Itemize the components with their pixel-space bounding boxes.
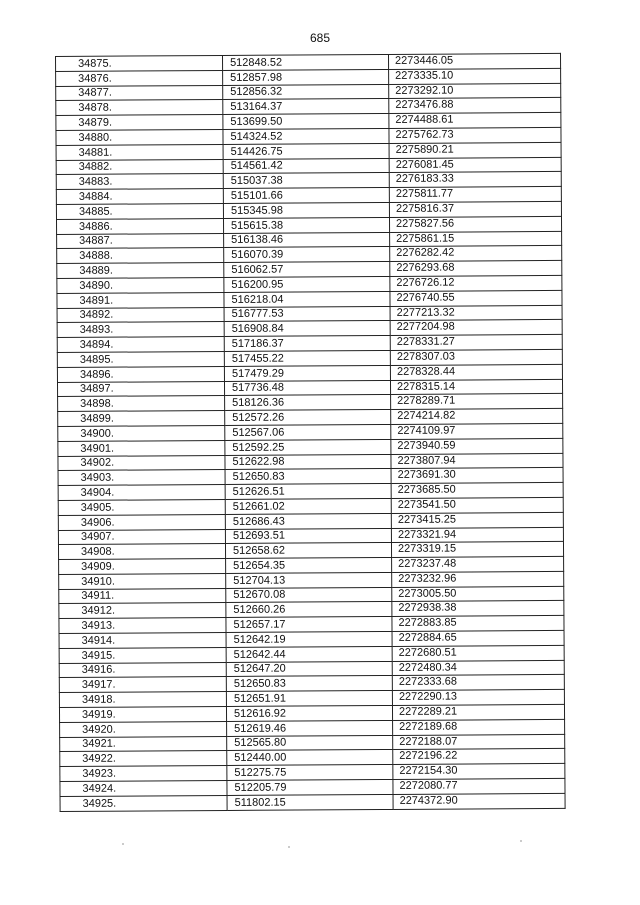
x-coordinate-cell: 512567.06: [225, 424, 391, 440]
x-coordinate-cell: 512440.00: [227, 750, 393, 766]
x-coordinate-cell: 513699.50: [223, 114, 389, 130]
y-coordinate-cell: 2272154.30: [393, 764, 565, 780]
x-coordinate-cell: 512642.19: [226, 632, 392, 648]
point-number-cell: 34893.: [57, 322, 224, 338]
coordinate-table: [55, 53, 566, 812]
point-number-cell: 34878.: [56, 100, 223, 116]
x-coordinate-cell: 512856.32: [223, 84, 389, 100]
x-coordinate-cell: 512650.83: [225, 469, 391, 485]
point-number-cell: 34918.: [59, 692, 226, 708]
y-coordinate-cell: 2273319.15: [391, 542, 563, 558]
y-coordinate-cell: 2275890.21: [389, 142, 561, 158]
point-number-cell: 34891.: [57, 292, 224, 308]
x-coordinate-cell: 514426.75: [223, 143, 389, 159]
x-coordinate-cell: 512650.83: [226, 676, 392, 692]
x-coordinate-cell: 512660.26: [226, 602, 392, 618]
point-number-cell: 34909.: [59, 559, 226, 575]
y-coordinate-cell: 2273232.96: [392, 571, 564, 587]
x-coordinate-cell: 512654.35: [226, 558, 392, 574]
point-number-cell: 34877.: [56, 85, 223, 101]
x-coordinate-cell: 515615.38: [223, 217, 389, 233]
x-coordinate-cell: 512619.46: [227, 720, 393, 736]
point-number-cell: 34895.: [57, 351, 224, 367]
point-number-cell: 34910.: [59, 573, 226, 589]
point-number-cell: 34876.: [56, 70, 223, 86]
point-number-cell: 34883.: [56, 174, 223, 190]
point-number-cell: 34919.: [59, 707, 226, 723]
point-number-cell: 34875.: [56, 55, 223, 71]
x-coordinate-cell: 514324.52: [223, 128, 389, 144]
point-number-cell: 34889.: [57, 263, 224, 279]
x-coordinate-cell: 512572.26: [225, 410, 391, 426]
x-coordinate-cell: 512857.98: [223, 69, 389, 85]
x-coordinate-cell: 516062.57: [224, 262, 390, 278]
point-number-cell: 34886.: [56, 218, 223, 234]
x-coordinate-cell: 517479.29: [224, 365, 390, 381]
point-number-cell: 34923.: [60, 766, 227, 782]
y-coordinate-cell: 2272883.85: [392, 616, 564, 632]
x-coordinate-cell: 516138.46: [224, 232, 390, 248]
y-coordinate-cell: 2276726.12: [390, 275, 562, 291]
point-number-cell: 34894.: [57, 337, 224, 353]
y-coordinate-cell: 2273807.94: [391, 453, 563, 469]
point-number-cell: 34898.: [58, 396, 225, 412]
y-coordinate-cell: 2273237.48: [392, 556, 564, 572]
x-coordinate-cell: 515037.38: [223, 173, 389, 189]
point-number-cell: 34925.: [60, 795, 227, 811]
x-coordinate-cell: 512616.92: [226, 706, 392, 722]
y-coordinate-cell: 2272680.51: [392, 645, 564, 661]
y-coordinate-cell: 2275811.77: [389, 187, 561, 203]
scan-speck: [520, 840, 522, 842]
y-coordinate-cell: 2273321.94: [391, 527, 563, 543]
x-coordinate-cell: 512848.52: [222, 54, 388, 70]
y-coordinate-cell: 2278307.03: [390, 349, 562, 365]
y-coordinate-cell: 2276293.68: [390, 261, 562, 277]
point-number-cell: 34897.: [57, 381, 224, 397]
x-coordinate-cell: 512647.20: [226, 661, 392, 677]
x-coordinate-cell: 516200.95: [224, 276, 390, 292]
y-coordinate-cell: 2276740.55: [390, 290, 562, 306]
y-coordinate-cell: 2273005.50: [392, 586, 564, 602]
y-coordinate-cell: 2272196.22: [393, 749, 565, 765]
point-number-cell: 34904.: [58, 485, 225, 501]
point-number-cell: 34887.: [57, 233, 224, 249]
x-coordinate-cell: 517186.37: [224, 336, 390, 352]
y-coordinate-cell: 2276282.42: [390, 246, 562, 262]
point-number-cell: 34901.: [58, 440, 225, 456]
y-coordinate-cell: 2274372.90: [393, 793, 565, 809]
point-number-cell: 34905.: [58, 499, 225, 515]
point-number-cell: 34921.: [60, 736, 227, 752]
x-coordinate-cell: 516908.84: [224, 321, 390, 337]
y-coordinate-cell: 2273335.10: [389, 68, 561, 84]
y-coordinate-cell: 2275816.37: [389, 201, 561, 217]
point-number-cell: 34914.: [59, 633, 226, 649]
y-coordinate-cell: 2272189.68: [393, 719, 565, 735]
y-coordinate-cell: 2273691.30: [391, 468, 563, 484]
x-coordinate-cell: 515345.98: [223, 202, 389, 218]
point-number-cell: 34913.: [59, 618, 226, 634]
point-number-cell: 34922.: [60, 751, 227, 767]
point-number-cell: 34881.: [56, 144, 223, 160]
point-number-cell: 34917.: [59, 677, 226, 693]
x-coordinate-cell: 512657.17: [226, 617, 392, 633]
y-coordinate-cell: 2272290.13: [392, 690, 564, 706]
point-number-cell: 34885.: [56, 203, 223, 219]
y-coordinate-cell: 2274488.61: [389, 113, 561, 129]
table-row: [60, 793, 565, 811]
x-coordinate-cell: 518126.36: [225, 395, 391, 411]
point-number-cell: 34920.: [60, 721, 227, 737]
y-coordinate-cell: 2275861.15: [390, 231, 562, 247]
y-coordinate-cell: 2274109.97: [391, 423, 563, 439]
x-coordinate-cell: 511802.15: [227, 794, 393, 810]
y-coordinate-cell: 2273476.88: [389, 98, 561, 114]
x-coordinate-cell: 512642.44: [226, 646, 392, 662]
y-coordinate-cell: 2272938.38: [392, 601, 564, 617]
point-number-cell: 34907.: [58, 529, 225, 545]
point-number-cell: 34884.: [56, 189, 223, 205]
y-coordinate-cell: 2277213.32: [390, 305, 562, 321]
x-coordinate-cell: 517455.22: [224, 350, 390, 366]
x-coordinate-cell: 517736.48: [224, 380, 390, 396]
point-number-cell: 34890.: [57, 277, 224, 293]
point-number-cell: 34916.: [59, 662, 226, 678]
point-number-cell: 34892.: [57, 307, 224, 323]
x-coordinate-cell: 516218.04: [224, 291, 390, 307]
x-coordinate-cell: 512205.79: [227, 779, 393, 795]
point-number-cell: 34882.: [56, 159, 223, 175]
point-number-cell: 34888.: [57, 248, 224, 264]
point-number-cell: 34896.: [57, 366, 224, 382]
x-coordinate-cell: 513164.37: [223, 99, 389, 115]
x-coordinate-cell: 512693.51: [225, 528, 391, 544]
y-coordinate-cell: 2278289.71: [391, 394, 563, 410]
point-number-cell: 34915.: [59, 647, 226, 663]
y-coordinate-cell: 2273446.05: [388, 53, 560, 69]
y-coordinate-cell: 2278331.27: [390, 335, 562, 351]
x-coordinate-cell: 516070.39: [224, 247, 390, 263]
y-coordinate-cell: 2273415.25: [391, 512, 563, 528]
y-coordinate-cell: 2276183.33: [389, 172, 561, 188]
point-number-cell: 34906.: [58, 514, 225, 530]
y-coordinate-cell: 2273292.10: [389, 83, 561, 99]
point-number-cell: 34912.: [59, 603, 226, 619]
y-coordinate-cell: 2278315.14: [390, 379, 562, 395]
x-coordinate-cell: 512626.51: [225, 484, 391, 500]
point-number-cell: 34879.: [56, 115, 223, 131]
y-coordinate-cell: 2274214.82: [391, 409, 563, 425]
x-coordinate-cell: 512658.62: [225, 543, 391, 559]
y-coordinate-cell: 2272289.21: [392, 704, 564, 720]
x-coordinate-cell: 512622.98: [225, 454, 391, 470]
coordinate-table-body: [56, 53, 566, 811]
y-coordinate-cell: 2273685.50: [391, 483, 563, 499]
x-coordinate-cell: 512592.25: [225, 439, 391, 455]
x-coordinate-cell: 514561.42: [223, 158, 389, 174]
point-number-cell: 34900.: [58, 425, 225, 441]
y-coordinate-cell: 2273541.50: [391, 497, 563, 513]
x-coordinate-cell: 512651.91: [226, 691, 392, 707]
y-coordinate-cell: 2275762.73: [389, 127, 561, 143]
y-coordinate-cell: 2272480.34: [392, 660, 564, 676]
y-coordinate-cell: 2272188.07: [393, 734, 565, 750]
point-number-cell: 34908.: [58, 544, 225, 560]
x-coordinate-cell: 515101.66: [223, 188, 389, 204]
x-coordinate-cell: 512565.80: [227, 735, 393, 751]
y-coordinate-cell: 2278328.44: [390, 364, 562, 380]
x-coordinate-cell: 512670.08: [226, 587, 392, 603]
y-coordinate-cell: 2272884.65: [392, 630, 564, 646]
point-number-cell: 34899.: [58, 411, 225, 427]
y-coordinate-cell: 2272080.77: [393, 778, 565, 794]
x-coordinate-cell: 512686.43: [225, 513, 391, 529]
x-coordinate-cell: 512661.02: [225, 498, 391, 514]
y-coordinate-cell: 2272333.68: [392, 675, 564, 691]
page-number: 685: [309, 31, 331, 45]
scan-speck: [288, 846, 290, 848]
x-coordinate-cell: 516777.53: [224, 306, 390, 322]
point-number-cell: 34924.: [60, 781, 227, 797]
x-coordinate-cell: 512275.75: [227, 765, 393, 781]
x-coordinate-cell: 512704.13: [226, 572, 392, 588]
point-number-cell: 34911.: [59, 588, 226, 604]
point-number-cell: 34902.: [58, 455, 225, 471]
y-coordinate-cell: 2273940.59: [391, 438, 563, 454]
scan-speck: [122, 843, 124, 845]
point-number-cell: 34880.: [56, 129, 223, 145]
y-coordinate-cell: 2277204.98: [390, 320, 562, 336]
y-coordinate-cell: 2275827.56: [389, 216, 561, 232]
y-coordinate-cell: 2276081.45: [389, 157, 561, 173]
point-number-cell: 34903.: [58, 470, 225, 486]
